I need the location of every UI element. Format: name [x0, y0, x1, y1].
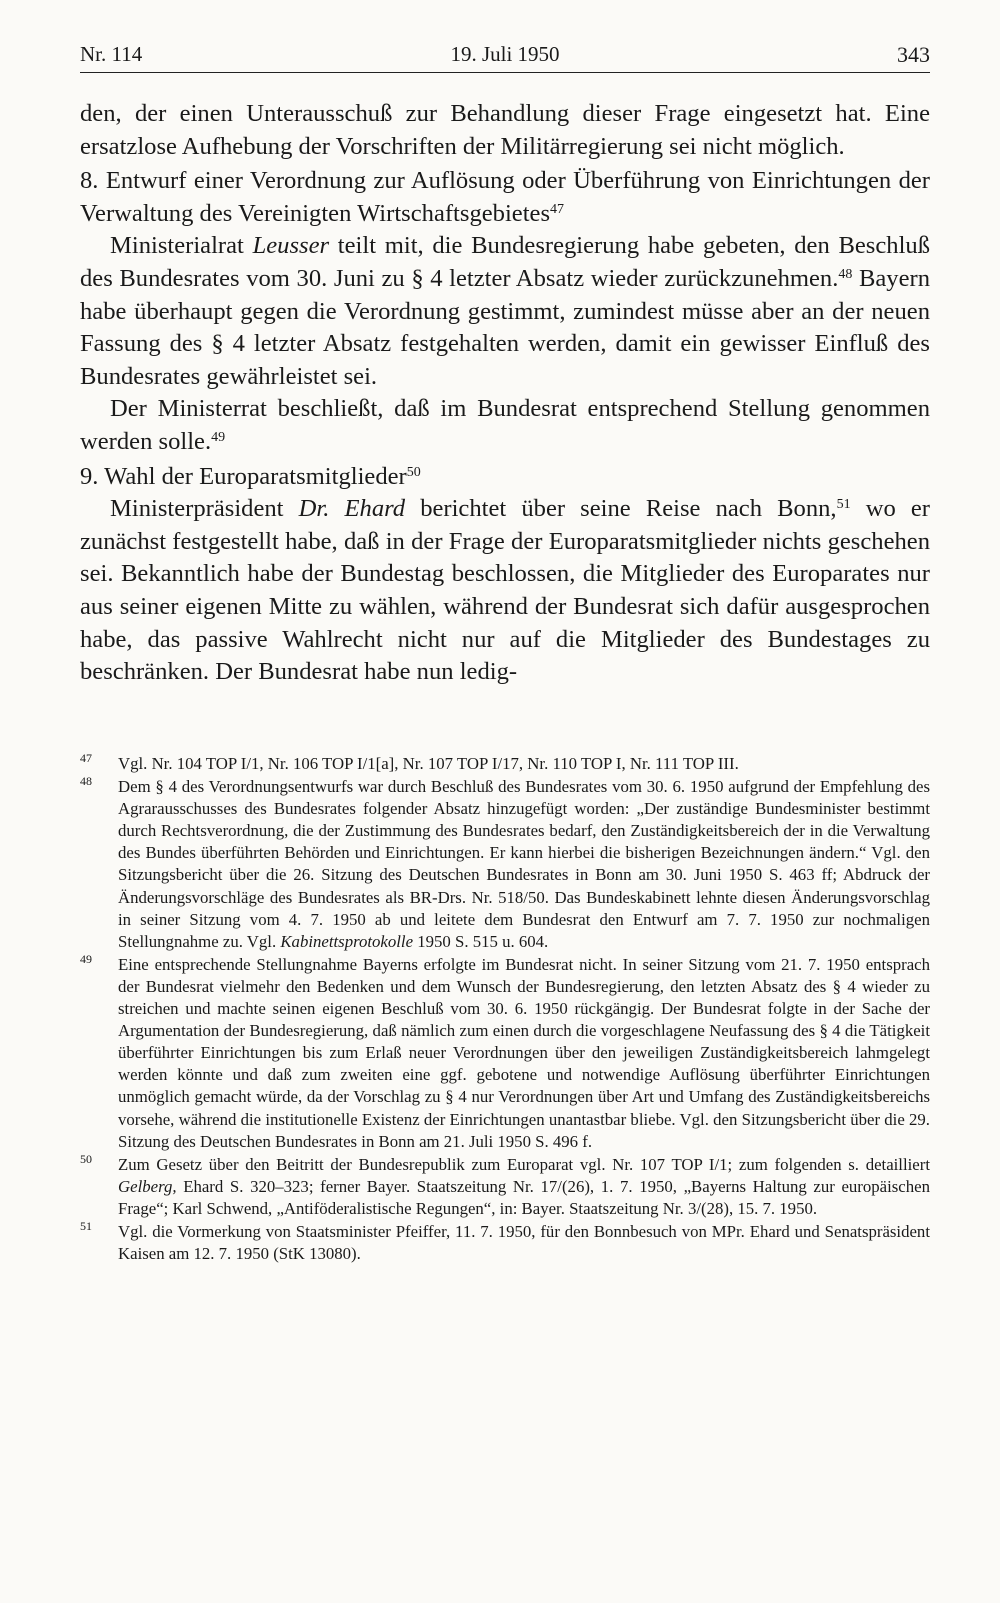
- footnote-number: 51: [80, 1218, 92, 1233]
- footnote-50: [80, 1151, 930, 1220]
- footnote-text: Vgl. Nr. 104 TOP I/1, Nr. 106 TOP I/1[a], Nr. 107 TOP I/17, Nr. 110 TOP I, Nr. 111 TOP III.: [118, 754, 739, 773]
- page-number: 343: [897, 42, 930, 67]
- footnote-number: 48: [80, 774, 92, 789]
- footnote-text: Vgl. die Vormerkung von Staatsminister Pfeiffer, 11. 7. 1950, für den Bonnbesuch von MPr. Ehard und Senatspräsident Kaisen am 12. 7. 1950 (StK 13080).: [118, 1221, 930, 1264]
- text-segment: Der Ministerrat beschließt, daß im Bundesrat entsprechend Stellung genommen werden solle.: [80, 395, 930, 455]
- footnote-text: Ehard S. 320–323; ferner Bayer. Staatszeitung Nr. 17/(26), 1. 7. 1950, „Bayerns Haltung zur europäischen Frage“; Karl Schwend, „Antiföderalistische Regungen“, in: Bayer. Staatszeitung Nr. 3/(28), 15. 7. 1950.: [118, 1176, 930, 1218]
- agenda-item-8-paragraph-2: [80, 393, 930, 458]
- agenda-item-8-heading: [80, 165, 930, 230]
- footnote-text: Zum Gesetz über den Beitritt der Bundesrepublik zum Europarat vgl. Nr. 107 TOP I/1; zum folgenden s. detailliert: [118, 1154, 930, 1174]
- header-document-number: Nr. 114: [80, 42, 143, 66]
- footnote-48: [80, 776, 930, 953]
- footnote-ref-49[interactable]: 49: [211, 429, 226, 445]
- footnote-author-name: Gelberg,: [118, 1176, 177, 1196]
- footnotes-section: [80, 753, 930, 1266]
- agenda-item-9-paragraph-1: [80, 493, 930, 689]
- agenda-item-8-heading-text: 8. Entwurf einer Verordnung zur Auflösung oder Überführung von Einrichtungen der Verwaltung des Vereinigten Wirtschaftsgebietes: [80, 167, 930, 227]
- text-segment: wo er zunächst festgestellt habe, daß in der Frage der Europaratsmitglieder nichts geschehen sei. Bekanntlich habe der Bundestag beschlossen, die Mitglieder des Europarates nur aus seiner eigenen Mitte zu wählen, während der Bundesrat sich dafür ausgesprochen habe, das passive Wahlrecht nicht nur auf die Mitglieder des Bundestages zu beschränken. Der Bundesrat habe nun ledig-: [80, 495, 931, 686]
- paragraph-continuation: den, der einen Unterausschuß zur Behandlung dieser Frage eingesetzt hat. Eine ersatzlose Aufhebung der Vorschriften der Militärregierung sei nicht möglich.: [80, 100, 930, 160]
- person-name-leusser: Leusser: [252, 232, 330, 260]
- text-segment: Ministerialrat: [110, 232, 253, 260]
- footnote-text: 1950 S. 515 u. 604.: [413, 931, 549, 951]
- text-segment: teilt mit, die Bundesregierung habe gebeten, den Beschluß des Bundesrates vom 30. Juni zu § 4 letzter Absatz wieder zurückzunehmen.: [80, 232, 930, 292]
- footnote-ref-51[interactable]: 51: [836, 497, 851, 513]
- footnote-47: [80, 753, 930, 775]
- agenda-item-8-paragraph-1: [80, 230, 930, 393]
- header-date: 19. Juli 1950: [450, 42, 560, 66]
- footnote-ref-48[interactable]: 48: [838, 266, 853, 282]
- footnote-citation-title: Kabinettsprotokolle: [280, 931, 414, 951]
- text-segment: Bayern habe überhaupt gegen die Verordnung gestimmt, zumindest müsse aber an der neuen Fassung des § 4 letzter Absatz festgehalten werden, damit ein gewisser Einfluß des Bundesrates gewährleistet sei.: [80, 264, 930, 390]
- footnote-text: Eine entsprechende Stellungnahme Bayerns erfolgte im Bundesrat nicht. In seiner Sitzung vom 21. 7. 1950 entsprach der Bundesrat vielmehr den Bedenken und dem Wunsch der Bundesregierung, den letzten Absatz des § 4 wieder zu streichen und machte seinen eigenen Beschluß vom 30. 6. 1950 rückgängig. Der Bundesrat folgte in der Sache der Argumentation der Bundesregierung, daß nämlich zum einen durch die vorgeschlagene Neufassung des § 4 die Tätigkeit überführter Einrichtungen bis zum Erlaß neuer Verordnungen über den jeweiligen Zuständigkeitsbereich lahmgelegt werden könnte und daß zum zweiten eine ggf. gebotene und notwendige Auflösung überführter Einrichtungen unmöglich gemacht würde, da der Vorschlag zu § 4 nur Verordnungen über Art und Umfang des Zuständigkeitsbereichs vorsehe, während die institutionelle Existenz der Einrichtungen unantastbar bliebe. Vgl. den Sitzungsbericht über die 29. Sitzung des Deutschen Bundesrates in Bonn am 21. Juli 1950 S. 496 f.: [118, 954, 930, 1151]
- text-segment: Ministerpräsident: [110, 495, 299, 523]
- person-name-ehard: Dr. Ehard: [298, 495, 406, 523]
- main-text: [80, 98, 930, 689]
- footnote-49: [80, 951, 930, 1153]
- text-segment: berichtet über seine Reise nach Bonn,: [405, 495, 837, 523]
- running-header: [80, 38, 930, 73]
- footnote-ref-47[interactable]: 47: [550, 201, 565, 217]
- footnote-51: [80, 1218, 930, 1265]
- footnote-number: 49: [80, 951, 92, 966]
- footnote-number: 47: [80, 751, 92, 765]
- footnote-ref-50[interactable]: 50: [406, 464, 421, 480]
- agenda-item-9-heading: [80, 461, 930, 494]
- footnote-text: Dem § 4 des Verordnungsentwurfs war durch Beschluß des Bundesrates vom 30. 6. 1950 aufgrund der Empfehlung des Agrarausschusses des Bundesrates folgender Absatz hinzugefügt worden: „Der zuständige Bundesminister bestimmt durch Rechtsverordnung, die der Zustimmung des Bundesrates bedarf, den Zuständigkeitsbereich der in die Verwaltung des Bundes überführten Behörden und Einrichtungen. Er kann hierbei die bisherigen Bezeichnungen ändern.“ Vgl. den Sitzungsbericht über die 26. Sitzung des Deutschen Bundesrates in Bonn am 30. Juni 1950 S. 463 ff; Abdruck der Änderungsvorschläge des Bundesrates als BR-Drs. Nr. 518/50. Das Bundeskabinett lehnte diesen Änderungsvorschlag in seiner Sitzung vom 4. 7. 1950 ab und leitete dem Bundesrat den Entwurf am 7. 7. 1950 zur nochmaligen Stellungnahme zu. Vgl.: [118, 777, 930, 951]
- agenda-item-9-heading-text: 9. Wahl der Europaratsmitglieder: [80, 462, 407, 490]
- footnote-number: 50: [80, 1151, 92, 1166]
